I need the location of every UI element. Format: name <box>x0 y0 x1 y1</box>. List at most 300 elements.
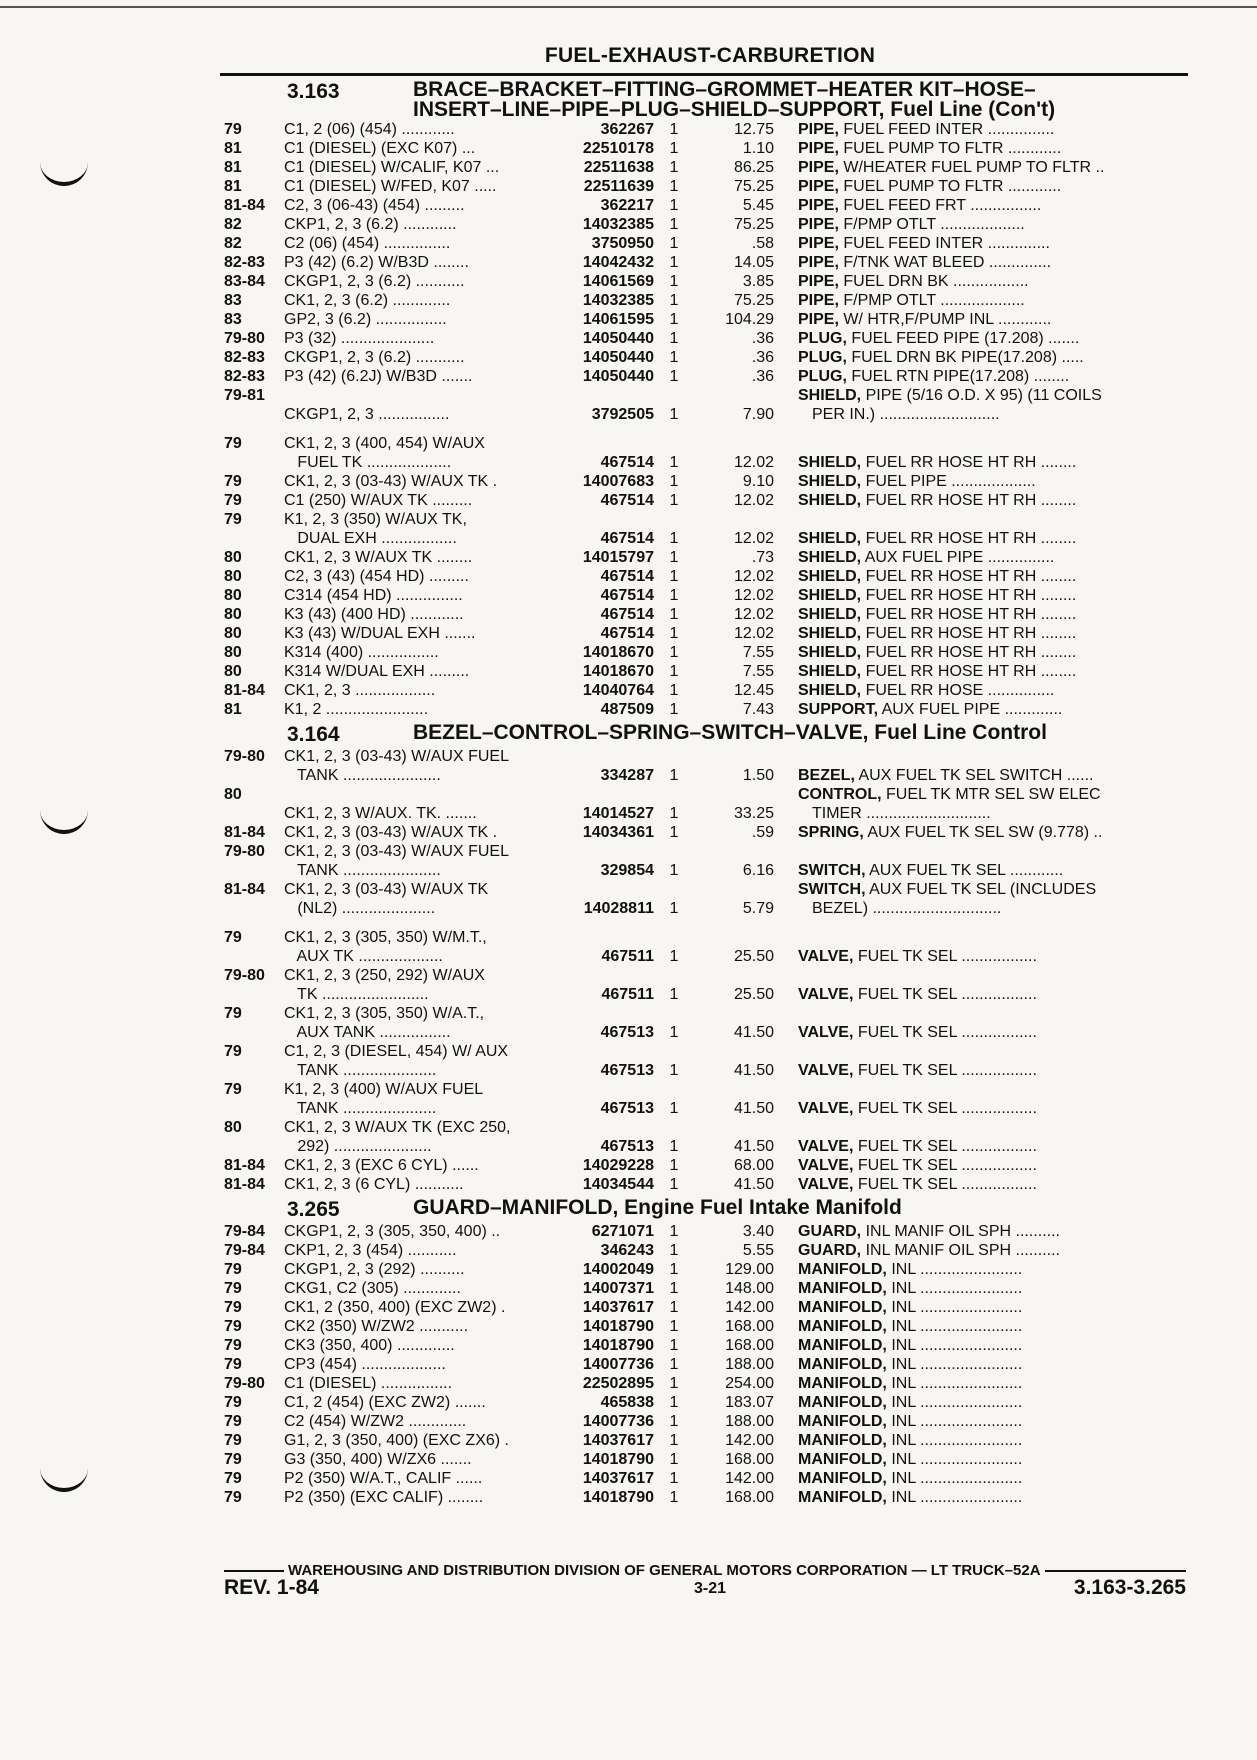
table-row <box>224 1469 1186 1488</box>
price: .36 <box>751 330 774 347</box>
description-keyword: PLUG, <box>798 349 847 366</box>
table-row <box>224 253 1186 272</box>
part-number: 14007736 <box>582 1413 654 1430</box>
table-row <box>224 1431 1186 1450</box>
description-keyword: GUARD, <box>798 1223 862 1240</box>
description-line <box>798 1260 1162 1279</box>
description-line <box>798 491 1162 510</box>
application-line: GP2, 3 (6.2) ................ <box>284 311 447 328</box>
footer-text: WAREHOUSING AND DISTRIBUTION DIVISION OF GENERAL MOTORS CORPORATION — LT TRUCK–52A <box>288 1562 1041 1579</box>
application <box>284 624 554 643</box>
table-row <box>224 966 1186 1004</box>
model-year: 79 <box>224 473 242 490</box>
section-number: 3.164 <box>287 723 340 746</box>
model-year: 79-80 <box>224 1375 265 1392</box>
description-line <box>798 624 1162 643</box>
table-row <box>224 310 1186 329</box>
price: .36 <box>751 349 774 366</box>
application <box>284 842 554 880</box>
description-keyword: PIPE, <box>798 121 839 138</box>
description <box>774 1241 1162 1260</box>
price: 3.40 <box>742 1223 774 1240</box>
description-keyword: SHIELD, <box>798 454 862 471</box>
application <box>284 567 554 586</box>
price: 41.50 <box>733 1024 774 1041</box>
table-row <box>224 120 1186 139</box>
application-line: CK1, 2, 3 (03-43) W/AUX TK . <box>284 824 498 841</box>
quantity: 1 <box>669 454 679 471</box>
description-text: INL ....................... <box>891 1451 1023 1468</box>
description-keyword: MANIFOLD, <box>798 1299 887 1316</box>
description-text: F/PMP OTLT ................... <box>843 216 1025 233</box>
footer-line <box>224 1562 1186 1579</box>
quantity: 1 <box>669 1261 679 1278</box>
description-text: FUEL RTN PIPE(17.208) ........ <box>851 368 1070 385</box>
table-row <box>224 215 1186 234</box>
description-line <box>798 1431 1162 1450</box>
quantity: 1 <box>669 1489 679 1506</box>
table-row <box>224 1298 1186 1317</box>
part-number: 14061595 <box>582 311 654 328</box>
description-keyword: PLUG, <box>798 368 847 385</box>
description-keyword: MANIFOLD, <box>798 1280 887 1297</box>
model-year: 79 <box>224 929 242 946</box>
part-number: 14018670 <box>582 644 654 661</box>
section-title-line: INSERT–LINE–PIPE–PLUG–SHIELD–SUPPORT, Fuel Line (Con't) <box>413 98 1056 121</box>
section-title <box>413 80 1055 120</box>
price: 25.50 <box>733 948 774 965</box>
application <box>284 700 554 719</box>
quantity: 1 <box>669 606 679 623</box>
part-number: 14032385 <box>582 292 654 309</box>
description-keyword: VALVE, <box>798 1176 854 1193</box>
description <box>774 662 1162 681</box>
price: .58 <box>751 235 774 252</box>
description <box>774 861 1162 880</box>
application-line: CK2 (350) W/ZW2 ........... <box>284 1318 469 1335</box>
description <box>774 567 1162 586</box>
description-keyword: PIPE, <box>798 273 839 290</box>
application-line: CKP1, 2, 3 (6.2) ............ <box>284 216 457 233</box>
section-number: 3.265 <box>287 1198 340 1221</box>
description-keyword: SHIELD, <box>798 473 862 490</box>
description-keyword: PIPE, <box>798 159 839 176</box>
model-year: 79 <box>224 1005 242 1022</box>
application <box>284 120 554 139</box>
table-row <box>224 1374 1186 1393</box>
price: 41.50 <box>733 1138 774 1155</box>
quantity: 1 <box>669 273 679 290</box>
model-year: 79 <box>224 1280 242 1297</box>
application <box>284 1080 554 1118</box>
application-line: FUEL TK ................... <box>284 454 452 471</box>
price: 7.55 <box>742 644 774 661</box>
description-continuation: PER IN.) ........................... <box>812 406 1000 423</box>
part-number: 22511639 <box>583 178 654 195</box>
row-gap <box>224 918 1186 928</box>
price: 6.16 <box>742 862 774 879</box>
description-keyword: SHIELD, <box>798 549 862 566</box>
description <box>774 291 1162 310</box>
quantity: 1 <box>669 311 679 328</box>
application-line: G1, 2, 3 (350, 400) (EXC ZX6) . <box>284 1432 509 1449</box>
table-row <box>224 139 1186 158</box>
description-text: FUEL RR HOSE ............... <box>865 682 1055 699</box>
price: .36 <box>751 368 774 385</box>
model-year: 81 <box>224 178 242 195</box>
part-number: 14018790 <box>582 1489 654 1506</box>
section-title-line: BEZEL–CONTROL–SPRING–SWITCH–VALVE, Fuel Line Control <box>413 721 1047 744</box>
application-line: TANK ...................... <box>284 767 441 784</box>
model-year: 80 <box>224 625 242 642</box>
description-line <box>798 985 1162 1004</box>
quantity: 1 <box>669 948 679 965</box>
description <box>774 1061 1162 1080</box>
model-year: 79 <box>224 121 242 138</box>
description-keyword: MANIFOLD, <box>798 1432 887 1449</box>
description <box>774 548 1162 567</box>
part-number: 362217 <box>600 197 654 214</box>
table-row <box>224 785 1186 823</box>
part-number: 467514 <box>600 492 654 509</box>
footer-dash <box>224 1570 284 1572</box>
model-year: 81-84 <box>224 682 265 699</box>
quantity: 1 <box>669 1100 679 1117</box>
description-text: AUX FUEL TK SEL SWITCH ...... <box>858 767 1094 784</box>
description <box>774 386 1162 424</box>
quantity: 1 <box>669 121 679 138</box>
description-line <box>798 861 1162 880</box>
application <box>284 215 554 234</box>
description-keyword: PIPE, <box>798 140 839 157</box>
price: 68.00 <box>733 1157 774 1174</box>
description-keyword: MANIFOLD, <box>798 1337 887 1354</box>
application-line: CKGP1, 2, 3 (6.2) ........... <box>284 273 465 290</box>
application <box>284 1317 554 1336</box>
description <box>774 1260 1162 1279</box>
model-year: 79 <box>224 1261 242 1278</box>
description-keyword: PIPE, <box>798 178 839 195</box>
description-line <box>798 1450 1162 1469</box>
price: 3.85 <box>742 273 774 290</box>
table-row <box>224 272 1186 291</box>
part-number: 467513 <box>600 1062 654 1079</box>
description-keyword: CONTROL, <box>798 786 882 803</box>
description-keyword: PIPE, <box>798 197 839 214</box>
table-row <box>224 823 1186 842</box>
price: 12.02 <box>733 625 774 642</box>
model-year: 79-80 <box>224 843 265 860</box>
quantity: 1 <box>669 986 679 1003</box>
application <box>284 1393 554 1412</box>
application <box>284 548 554 567</box>
description-line <box>798 1241 1162 1260</box>
description-keyword: MANIFOLD, <box>798 1470 887 1487</box>
application-line: CK3 (350, 400) ............. <box>284 1337 455 1354</box>
application <box>284 1355 554 1374</box>
quantity: 1 <box>669 292 679 309</box>
table-row <box>224 586 1186 605</box>
table-row <box>224 472 1186 491</box>
table-row <box>224 1450 1186 1469</box>
description-text: AUX FUEL TK SEL ............ <box>869 862 1064 879</box>
price: 12.02 <box>733 454 774 471</box>
application-line: CK1, 2, 3 (250, 292) W/AUX <box>284 967 485 984</box>
description-line <box>798 1298 1162 1317</box>
part-number: 467514 <box>600 625 654 642</box>
model-year: 80 <box>224 587 242 604</box>
quantity: 1 <box>669 530 679 547</box>
model-year: 79-80 <box>224 330 265 347</box>
description-keyword: VALVE, <box>798 1062 854 1079</box>
quantity: 1 <box>669 862 679 879</box>
description-text: FUEL TK SEL ................. <box>857 948 1037 965</box>
application-line: P2 (350) W/A.T., CALIF ...... <box>284 1470 483 1487</box>
application <box>284 367 554 386</box>
quantity: 1 <box>669 1157 679 1174</box>
description <box>774 529 1162 548</box>
application-line: (NL2) ..................... <box>284 900 436 917</box>
model-year: 79 <box>224 1318 242 1335</box>
quantity: 1 <box>669 1470 679 1487</box>
description-line <box>798 386 1162 405</box>
description-line <box>798 1355 1162 1374</box>
table-row <box>224 567 1186 586</box>
description-text: FUEL RR HOSE HT RH ........ <box>865 492 1077 509</box>
application-line: CP3 (454) ................... <box>284 1356 446 1373</box>
description-keyword: SHIELD, <box>798 625 862 642</box>
table-row <box>224 510 1186 548</box>
application-line: CK1, 2, 3 (03-43) W/AUX FUEL <box>284 748 509 765</box>
application <box>284 234 554 253</box>
price: 86.25 <box>733 159 774 176</box>
application-line: C2, 3 (06-43) (454) ......... <box>284 197 465 214</box>
application <box>284 1298 554 1317</box>
description-keyword: PIPE, <box>798 292 839 309</box>
description-text: INL MANIF OIL SPH .......... <box>865 1242 1060 1259</box>
description <box>774 947 1162 966</box>
model-year: 82-83 <box>224 254 265 271</box>
application <box>284 1374 554 1393</box>
application <box>284 804 554 823</box>
model-year: 81 <box>224 140 242 157</box>
section-title-line: GUARD–MANIFOLD, Engine Fuel Intake Manifold <box>413 1196 902 1219</box>
quantity: 1 <box>669 349 679 366</box>
part-number: 329854 <box>600 862 654 879</box>
quantity: 1 <box>669 1318 679 1335</box>
price: 12.02 <box>733 587 774 604</box>
application-line: CK1, 2, 3 (03-43) W/AUX FUEL <box>284 843 509 860</box>
description-keyword: VALVE, <box>798 948 854 965</box>
model-year: 82 <box>224 235 242 252</box>
price: 14.05 <box>733 254 774 271</box>
application <box>284 1241 554 1260</box>
description-keyword: MANIFOLD, <box>798 1451 887 1468</box>
price: 75.25 <box>733 292 774 309</box>
description-keyword: MANIFOLD, <box>798 1375 887 1392</box>
description <box>774 785 1162 823</box>
quantity: 1 <box>669 900 679 917</box>
description-text: FUEL TK SEL ................. <box>857 1100 1037 1117</box>
price: 168.00 <box>725 1489 774 1506</box>
table-row <box>224 1393 1186 1412</box>
description-text: INL ....................... <box>891 1489 1023 1506</box>
application <box>284 643 554 662</box>
table-row <box>224 329 1186 348</box>
application-line: TANK ..................... <box>284 1062 437 1079</box>
description-line <box>798 1156 1162 1175</box>
quantity: 1 <box>669 549 679 566</box>
part-number: 14018790 <box>582 1451 654 1468</box>
description <box>774 158 1162 177</box>
application-line: CK1, 2, 3 (305, 350) W/M.T., <box>284 929 487 946</box>
application <box>284 1175 554 1194</box>
model-year: 82 <box>224 216 242 233</box>
description <box>774 139 1162 158</box>
description <box>774 1156 1162 1175</box>
description-text: INL ....................... <box>891 1280 1023 1297</box>
model-year: 80 <box>224 606 242 623</box>
model-year: 81 <box>224 701 242 718</box>
description-text: FUEL FEED INTER .............. <box>843 235 1050 252</box>
quantity: 1 <box>669 406 679 423</box>
application <box>284 1279 554 1298</box>
description <box>774 643 1162 662</box>
description <box>774 1298 1162 1317</box>
description-keyword: PIPE, <box>798 311 839 328</box>
description-text: FUEL RR HOSE HT RH ........ <box>865 606 1077 623</box>
price: 9.10 <box>742 473 774 490</box>
description <box>774 310 1162 329</box>
description-keyword: SPRING, <box>798 824 864 841</box>
page-header: FUEL-EXHAUST-CARBURETION <box>544 44 876 67</box>
description-text: FUEL PUMP TO FLTR ............ <box>843 178 1062 195</box>
quantity: 1 <box>669 663 679 680</box>
description-line <box>798 1023 1162 1042</box>
table-row <box>224 491 1186 510</box>
application <box>284 586 554 605</box>
description-keyword: BEZEL, <box>798 767 855 784</box>
application <box>284 1260 554 1279</box>
description-text: FUEL RR HOSE HT RH ........ <box>865 625 1077 642</box>
application-line: P3 (32) ..................... <box>284 330 435 347</box>
price: 168.00 <box>725 1451 774 1468</box>
application <box>284 880 554 918</box>
part-number: 14014527 <box>582 805 654 822</box>
table-row <box>224 196 1186 215</box>
model-year: 83-84 <box>224 273 265 290</box>
table-row <box>224 605 1186 624</box>
quantity: 1 <box>669 254 679 271</box>
description <box>774 766 1162 785</box>
quantity: 1 <box>669 1356 679 1373</box>
price: 142.00 <box>725 1470 774 1487</box>
application <box>284 681 554 700</box>
row-gap <box>224 424 1186 434</box>
part-number: 14042432 <box>582 254 654 271</box>
price: 188.00 <box>725 1356 774 1373</box>
application-line: AUX TK ................... <box>284 948 443 965</box>
quantity: 1 <box>669 1337 679 1354</box>
quantity: 1 <box>669 1062 679 1079</box>
quantity: 1 <box>669 767 679 784</box>
description-text: W/ HTR,F/PUMP INL ............ <box>843 311 1052 328</box>
description-line <box>798 253 1162 272</box>
application <box>284 1412 554 1431</box>
description-line <box>798 880 1162 899</box>
description-keyword: GUARD, <box>798 1242 862 1259</box>
description-line <box>798 785 1162 804</box>
description-keyword: SHIELD, <box>798 682 862 699</box>
application-line: DUAL EXH ................. <box>284 530 457 547</box>
quantity: 1 <box>669 216 679 233</box>
part-number: 3750950 <box>591 235 654 252</box>
application <box>284 472 554 491</box>
part-number: 14037617 <box>582 1470 654 1487</box>
model-year: 79 <box>224 1470 242 1487</box>
table-row <box>224 662 1186 681</box>
description <box>774 1450 1162 1469</box>
model-year: 80 <box>224 549 242 566</box>
application-line: CKGP1, 2, 3 (292) .......... <box>284 1261 465 1278</box>
model-year: 83 <box>224 311 242 328</box>
description-line <box>798 1175 1162 1194</box>
description-text: FUEL TK MTR SEL SW ELEC <box>886 786 1101 803</box>
part-number: 467511 <box>601 948 654 965</box>
application-line: CK1, 2 (350, 400) (EXC ZW2) . <box>284 1299 506 1316</box>
description-continuation: BEZEL) ............................. <box>812 900 1002 917</box>
description <box>774 880 1162 918</box>
section-header <box>224 723 1186 747</box>
model-year: 79 <box>224 1394 242 1411</box>
price: 7.43 <box>742 701 774 718</box>
description <box>774 700 1162 719</box>
price: 75.25 <box>733 178 774 195</box>
description <box>774 272 1162 291</box>
section-title <box>413 723 1047 747</box>
description-line <box>798 586 1162 605</box>
description-text: AUX FUEL TK SEL (INCLUDES <box>869 881 1097 898</box>
description-line <box>798 1222 1162 1241</box>
description-line <box>798 1279 1162 1298</box>
quantity: 1 <box>669 1280 679 1297</box>
application <box>284 491 554 510</box>
application-line: C2 (454) W/ZW2 ............. <box>284 1413 467 1430</box>
table-row <box>224 1222 1186 1241</box>
part-number: 14061569 <box>582 273 654 290</box>
part-number: 487509 <box>600 701 654 718</box>
part-number: 346243 <box>600 1242 654 1259</box>
application-line: C2, 3 (43) (454 HD) ......... <box>284 568 469 585</box>
price: 142.00 <box>725 1432 774 1449</box>
description-keyword: SUPPORT, <box>798 701 879 718</box>
application-line: C1 (DIESEL) W/FED, K07 ..... <box>284 178 497 195</box>
table-row <box>224 1241 1186 1260</box>
table-row <box>224 1336 1186 1355</box>
application-line: CKGP1, 2, 3 (305, 350, 400) .. <box>284 1223 501 1240</box>
description-line <box>798 605 1162 624</box>
description-text: AUX FUEL PIPE ............. <box>881 701 1063 718</box>
description-line <box>798 310 1162 329</box>
description-keyword: VALVE, <box>798 1157 854 1174</box>
quantity: 1 <box>669 159 679 176</box>
price: 5.55 <box>742 1242 774 1259</box>
description-keyword: MANIFOLD, <box>798 1318 887 1335</box>
price: 12.02 <box>733 606 774 623</box>
application <box>284 662 554 681</box>
footer-dash <box>1045 1570 1186 1572</box>
table-row <box>224 1260 1186 1279</box>
